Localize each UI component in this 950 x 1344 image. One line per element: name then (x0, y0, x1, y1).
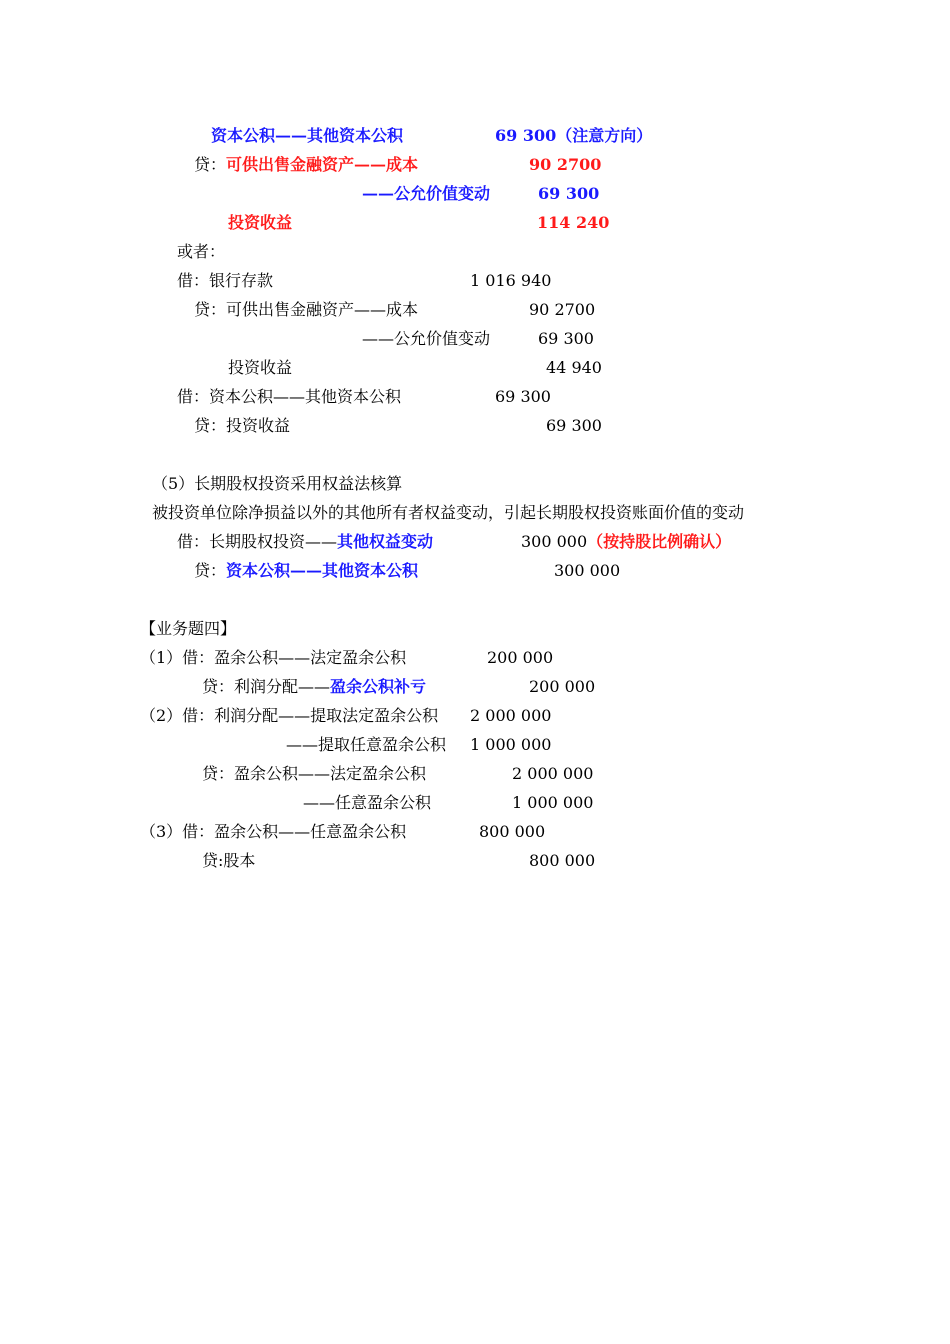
entry-account: 贷：盈余公积——法定盈余公积 (202, 764, 427, 783)
entry-amount-line (521, 530, 731, 554)
entry-subaccount: 其他权益变动 (337, 532, 434, 551)
credit-prefix: 贷： (194, 155, 227, 174)
entry-account: ——提取任意盈余公积 (286, 735, 447, 754)
entry-amount: 300 000 (521, 532, 588, 551)
entry-account: 借：长期股权投资—— (177, 532, 338, 551)
entry-account: 贷:股本 (202, 851, 256, 870)
entry-amount: 69 300 (538, 329, 594, 348)
entry-account: 借：银行存款 (177, 271, 274, 290)
entry-amount: 90 2700 (529, 300, 596, 319)
entry-account: ——任意盈余公积 (303, 793, 432, 812)
entry-amount: 44 940 (546, 358, 602, 377)
entry-amount: 69 300 (546, 416, 602, 435)
debit-line (177, 530, 433, 554)
entry-subaccount: 盈余公积补亏 (330, 677, 427, 696)
entry-account: 贷：可供出售金融资产——成本 (194, 300, 419, 319)
entry-account: 可供出售金融资产——成本 (226, 155, 419, 174)
entry-account: 投资收益 (228, 358, 293, 377)
entry-amount: 1 016 940 (470, 271, 552, 290)
entry-amount: 200 000 (487, 648, 554, 667)
entry-amount: 1 000 000 (512, 793, 594, 812)
credit-prefix: 贷： (194, 561, 227, 580)
entry-account: 贷：投资收益 (194, 416, 291, 435)
entry-amount: 69 300 (538, 184, 600, 203)
entry-amount: 69 300 (495, 387, 551, 406)
alternative-label: 或者： (177, 242, 226, 261)
entry-amount: 2 000 000 (470, 706, 552, 725)
entry-note: （按持股比例确认） (587, 532, 732, 551)
entry-amount: 90 2700 (529, 155, 602, 174)
section-description: 被投资单位除净损益以外的其他所有者权益变动，引起长期股权投资账面价值的变动 (152, 503, 745, 522)
credit-line (194, 153, 418, 177)
entry-account: 贷：利润分配—— (202, 677, 331, 696)
entry-amount: 800 000 (479, 822, 546, 841)
entry-amount: 1 000 000 (470, 735, 552, 754)
entry-account: （3）借：盈余公积——任意盈余公积 (140, 822, 407, 841)
entry-amount: 200 000 (529, 677, 596, 696)
entry-amount: 114 240 (537, 213, 610, 232)
task-heading: 【业务题四】 (140, 619, 237, 638)
entry-amount: 69 300（注意方向） (495, 126, 653, 145)
entry-account: 投资收益 (228, 213, 293, 232)
section-heading: （5）长期股权投资采用权益法核算 (152, 474, 403, 493)
entry-account: 借：资本公积——其他资本公积 (177, 387, 402, 406)
entry-amount: 800 000 (529, 851, 596, 870)
entry-account: 资本公积——其他资本公积 (226, 561, 419, 580)
entry-account: ——公允价值变动 (362, 184, 491, 203)
credit-line (194, 559, 418, 583)
entry-amount: 2 000 000 (512, 764, 594, 783)
entry-account: （2）借：利润分配——提取法定盈余公积 (140, 706, 439, 725)
entry-account: （1）借：盈余公积——法定盈余公积 (140, 648, 407, 667)
entry-amount: 300 000 (554, 561, 621, 580)
entry-account: 资本公积——其他资本公积 (211, 126, 404, 145)
credit-line (202, 675, 426, 699)
entry-account: ——公允价值变动 (362, 329, 491, 348)
